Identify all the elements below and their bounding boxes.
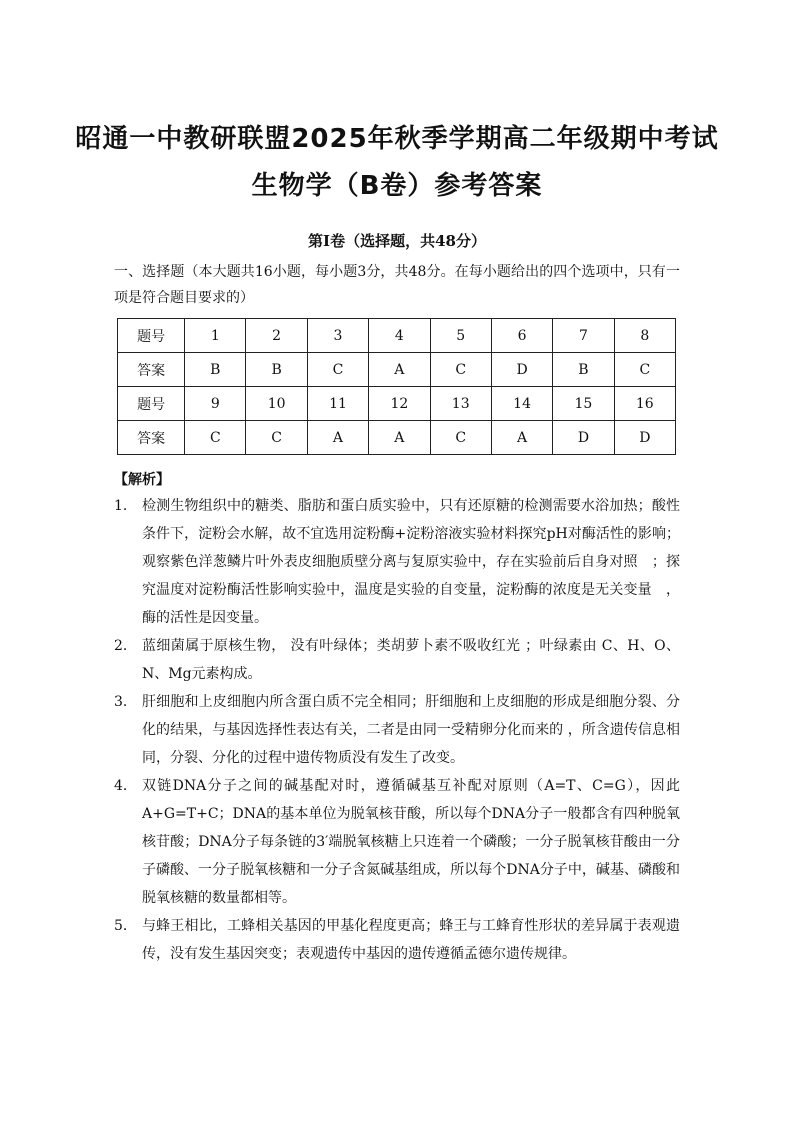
list-item — [114, 912, 680, 968]
question-number: 7 — [553, 319, 614, 353]
question-number: 11 — [307, 387, 368, 421]
analysis-list — [114, 492, 680, 968]
question-number: 16 — [614, 387, 675, 421]
document-title-line2: 生物学（B卷）参考答案 — [251, 171, 543, 201]
analysis-heading: 【解析】 — [114, 472, 170, 488]
item-number: 1． — [114, 498, 137, 514]
item-text: 检测生物组织中的糖类、脂肪和蛋白质实验中，只有还原糖的检测需要水浴加热；酸性条件下，淀粉会水解，故不宜选用淀粉酶+淀粉溶液实验材料探究pH对酶活性的影响；观察紫色洋葱鳞片叶外表皮细胞质壁分离与复原实验中，存在实验前后自身对照 ；探究温度对淀粉酶活性影响实验中，温度是实验的自变量，淀粉酶的浓度是无关变量 ，酶的活性是因变量。 — [142, 498, 680, 626]
answer-table — [117, 318, 676, 455]
answer-cell: A — [491, 421, 552, 455]
item-text: 双链DNA分子之间的碱基配对时，遵循碱基互补配对原则（A=T、C=G），因此A+G=T+C；DNA的基本单位为脱氧核苷酸，所以每个DNA分子一般都含有四种脱氧核苷酸；DNA分子每条链的3′端脱氧核糖上只连着一个磷酸；一分子脱氧核苷酸由一分子磷酸、一分子脱氧核糖和一分子含氮碱基组成，所以每个DNA分子中，碱基、磷酸和脱氧核糖的数量都相等。 — [142, 778, 680, 906]
question-number: 8 — [614, 319, 675, 353]
answer-cell: D — [553, 421, 614, 455]
question-number: 2 — [246, 319, 307, 353]
list-item — [114, 688, 680, 772]
item-number: 2． — [114, 638, 137, 654]
answer-cell: C — [185, 421, 246, 455]
list-item — [114, 772, 680, 912]
answer-cell: B — [185, 353, 246, 387]
item-text: 蓝细菌属于原核生物， 没有叶绿体；类胡萝卜素不吸收红光 ；叶绿素由 C、H、O、N、Mg元素构成。 — [142, 638, 680, 682]
question-number: 4 — [369, 319, 430, 353]
question-number: 5 — [430, 319, 491, 353]
row-label-answer: 答案 — [118, 353, 185, 387]
question-number: 13 — [430, 387, 491, 421]
answer-cell: D — [614, 421, 675, 455]
answer-cell: C — [614, 353, 675, 387]
answer-cell: C — [246, 421, 307, 455]
item-text: 与蜂王相比，工蜂相关基因的甲基化程度更高；蜂王与工蜂育性形状的差异属于表观遗传，没有发生基因突变；表观遗传中基因的遗传遵循孟德尔遗传规律。 — [142, 918, 680, 962]
question-number: 6 — [491, 319, 552, 353]
answer-cell: C — [430, 421, 491, 455]
answer-cell: D — [491, 353, 552, 387]
answer-cell: B — [246, 353, 307, 387]
table-row — [118, 319, 676, 353]
question-number: 3 — [307, 319, 368, 353]
document-title-line1: 昭通一中教研联盟2025年秋季学期高二年级期中考试 — [75, 124, 719, 154]
answer-cell: C — [430, 353, 491, 387]
table-row — [118, 387, 676, 421]
answer-cell: A — [369, 353, 430, 387]
answer-cell: A — [369, 421, 430, 455]
list-item — [114, 632, 680, 688]
question-number: 1 — [185, 319, 246, 353]
section-intro: 一、选择题（本大题共16小题，每小题3分，共48分。在每小题给出的四个选项中，只有一项是符合题目要求的） — [114, 264, 680, 306]
question-number: 14 — [491, 387, 552, 421]
question-number: 9 — [185, 387, 246, 421]
row-label-question: 题号 — [118, 387, 185, 421]
row-label-answer: 答案 — [118, 421, 185, 455]
row-label-question: 题号 — [118, 319, 185, 353]
list-item — [114, 492, 680, 632]
answer-cell: B — [553, 353, 614, 387]
question-number: 12 — [369, 387, 430, 421]
table-row — [118, 421, 676, 455]
answer-cell: C — [307, 353, 368, 387]
answer-cell: A — [307, 421, 368, 455]
table-row — [118, 353, 676, 387]
item-number: 3． — [114, 694, 137, 710]
question-number: 15 — [553, 387, 614, 421]
item-number: 4． — [114, 778, 137, 794]
item-number: 5． — [114, 918, 137, 934]
section-heading: 第Ⅰ卷（选择题，共48分） — [308, 232, 486, 250]
item-text: 肝细胞和上皮细胞内所含蛋白质不完全相同；肝细胞和上皮细胞的形成是细胞分裂、分化的结果，与基因选择性表达有关，二者是由同一受精卵分化而来的 ，所含遗传信息相同，分裂、分化的过程中遗传物质没有发生了改变。 — [142, 694, 680, 766]
question-number: 10 — [246, 387, 307, 421]
